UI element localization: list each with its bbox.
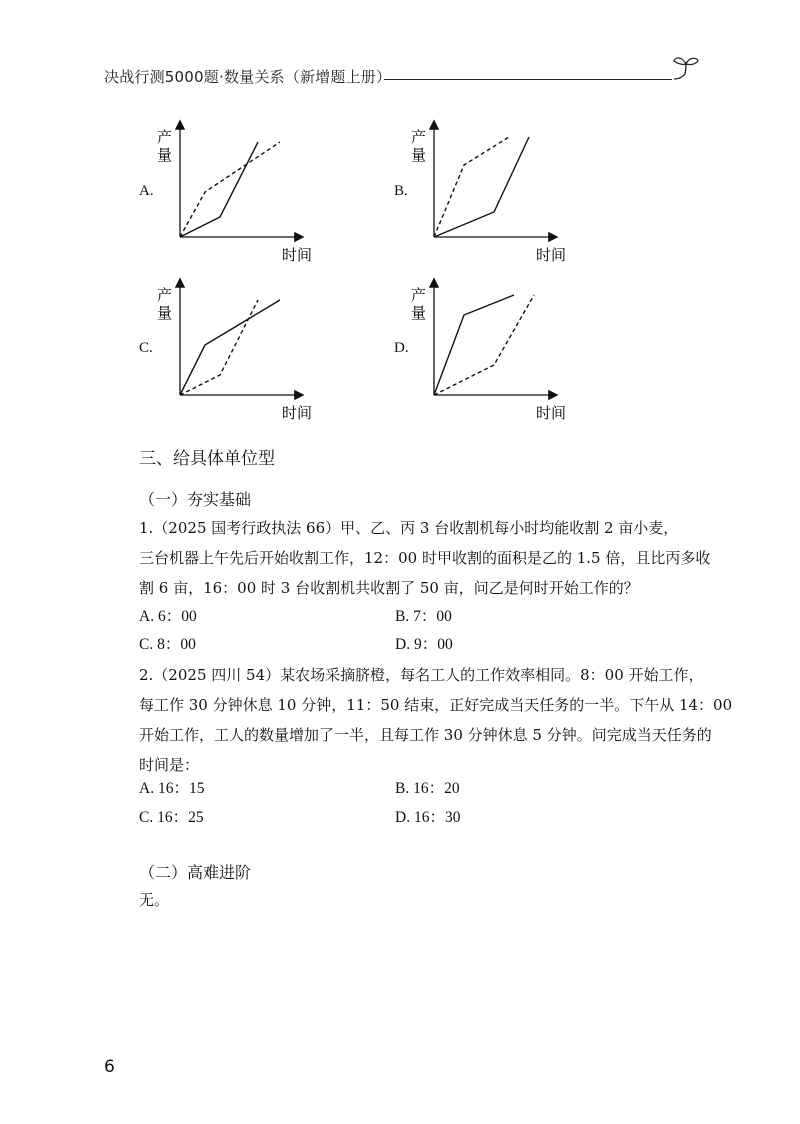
option-a-label: A. — [139, 183, 154, 199]
chart-c-ylabel-2: 量 — [157, 304, 173, 322]
question-2-text — [139, 660, 733, 780]
advanced-body: 无。 — [139, 891, 170, 909]
question-2-line: 开始工作，工人的数量增加了一半，且每工作 30 分钟休息 5 分钟。问完成当天任务的 — [139, 726, 712, 744]
question-2-option-d: D. 16：30 — [395, 809, 461, 826]
chart-d-dashed-line — [434, 295, 534, 395]
chart-a-solid-line — [180, 142, 258, 237]
question-1-option-c: C. 8：00 — [139, 636, 196, 653]
chart-c-ylabel-1: 产 — [157, 286, 173, 304]
section-title: 三、给具体单位型 — [139, 449, 275, 469]
chart-b-ylabel-1: 产 — [411, 128, 427, 146]
chart-a — [152, 112, 382, 272]
option-d-label: D. — [394, 340, 409, 356]
page-number: 6 — [104, 1057, 115, 1077]
question-2-option-a: A. 16：15 — [139, 780, 205, 797]
chart-b-xlabel: 时间 — [536, 246, 567, 264]
question-1-line: 三台机器上午先后开始收割工作，12：00 时甲收割的面积是乙的 1.5 倍，且比丙多收 — [139, 549, 711, 567]
chart-b-ylabel-2: 量 — [411, 146, 427, 164]
question-2-option-b: B. 16：20 — [395, 780, 460, 797]
header-rule — [384, 79, 672, 80]
question-2-line: 2.（2025 四川 54）某农场采摘脐橙，每名工人的工作效率相同。8：00 开始工作， — [139, 666, 704, 684]
question-2-line: 每工作 30 分钟休息 10 分钟，11：50 结束，正好完成当天任务的一半。下午从 14：00 — [139, 696, 733, 714]
question-1-option-a: A. 6：00 — [139, 608, 197, 625]
chart-a-ylabel-2: 量 — [157, 146, 173, 164]
running-header: 决战行测5000题·数量关系（新增题上册） — [104, 68, 392, 86]
option-b-label: B. — [394, 183, 408, 199]
chart-d-solid-line — [434, 295, 514, 395]
question-1-line: 割 6 亩，16：00 时 3 台收割机共收割了 50 亩，问乙是何时开始工作的？ — [139, 579, 639, 597]
chart-c-solid-line — [180, 300, 280, 395]
subsection-title-basic: （一）夯实基础 — [139, 490, 252, 509]
subsection-title-advanced: （二）高难进阶 — [139, 863, 252, 882]
chart-a-ylabel-1: 产 — [157, 128, 173, 146]
sprout-icon — [670, 52, 702, 84]
question-1-line: 1.（2025 国考行政执法 66）甲、乙、丙 3 台收割机每小时均能收割 2 亩小麦， — [139, 519, 679, 537]
chart-b-solid-line — [434, 137, 529, 237]
chart-d-ylabel-1: 产 — [411, 286, 427, 304]
chart-a-xlabel: 时间 — [282, 246, 313, 264]
option-c-label: C. — [139, 340, 153, 356]
chart-c-dashed-line — [180, 300, 258, 395]
chart-c-xlabel: 时间 — [282, 404, 313, 422]
question-2-line: 时间是： — [139, 756, 200, 774]
question-2-option-c: C. 16：25 — [139, 809, 204, 826]
chart-d-xlabel: 时间 — [536, 404, 567, 422]
chart-c — [152, 270, 382, 430]
question-1-option-b: B. 7：00 — [395, 608, 452, 625]
chart-a-dashed-line — [180, 142, 280, 237]
chart-d — [406, 270, 636, 430]
chart-d-ylabel-2: 量 — [411, 304, 427, 322]
question-1-option-d: D. 9：00 — [395, 636, 453, 653]
question-1-text — [139, 513, 711, 603]
chart-b — [406, 112, 636, 272]
